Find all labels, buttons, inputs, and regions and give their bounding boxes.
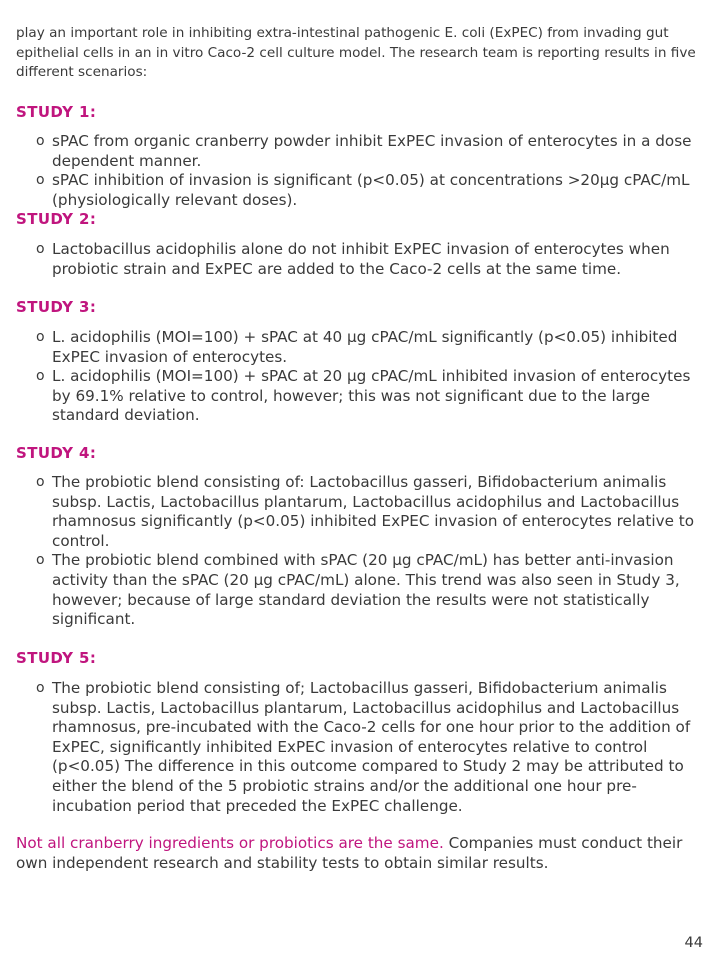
finding-text: Lactobacillus acidophilis alone do not inhibit ExPEC invasion of enterocytes when probiotic strain and ExPEC are added to the Caco-2 cells at the same time. — [52, 240, 670, 278]
list-item — [0, 132, 705, 171]
closing-text: Companies must conduct their own independent research and stability tests to obtain similar results. — [16, 834, 683, 872]
closing-highlight: Not all cranberry ingredients or probiotics are the same. — [16, 834, 444, 852]
study-5-heading: STUDY 5: — [16, 649, 97, 667]
study-4-heading: STUDY 4: — [16, 444, 97, 462]
finding-text: The probiotic blend consisting of; Lactobacillus gasseri, Bifidobacterium animalis subsp. Lactis, Lactobacillus plantarum, Lactobacillus acidophilus and Lactobacillus rhamnosus, pre-incubated with the Caco-2 cells for one hour prior to the addition of ExPEC, significantly inhibited ExPEC invasion of enterocytes relative to control (p<0.05) The difference in this outcome compared to Study 2 may be attributed to either the blend of the 5 probiotic strains and/or the additional one hour pre-incubation period that preceded the ExPEC challenge. — [52, 679, 691, 815]
bullet-marker: o — [36, 474, 45, 490]
finding-text: The probiotic blend combined with sPAC (20 μg cPAC/mL) has better anti-invasion activity than the sPAC (20 μg cPAC/mL) alone. This trend was also seen in Study 3, however; because of large standard deviation the results were not statistically significant. — [52, 551, 680, 629]
study-1-findings — [0, 132, 705, 210]
list-item — [0, 328, 705, 367]
bullet-marker: o — [36, 172, 45, 189]
list-item — [0, 679, 705, 816]
study-3-heading: STUDY 3: — [16, 298, 97, 316]
finding-text: L. acidophilis (MOI=100) + sPAC at 20 μg cPAC/mL inhibited invasion of enterocytes by 69.1% relative to control, however; this was not significant due to the large standard deviation. — [52, 367, 691, 425]
bullet-marker: o — [36, 329, 45, 345]
list-item — [0, 473, 705, 551]
closing-paragraph — [16, 834, 706, 873]
intro-paragraph: play an important role in inhibiting extra-intestinal pathogenic E. coli (ExPEC) from invading gut epithelial cells in an in vitro Caco-2 cell culture model. The research team is reporting results in five different scenarios: — [16, 25, 696, 80]
finding-text: sPAC from organic cranberry powder inhibit ExPEC invasion of enterocytes in a dose dependent manner. — [52, 132, 692, 170]
list-item — [0, 367, 705, 426]
bullet-marker: o — [36, 680, 45, 696]
study-1-heading: STUDY 1: — [16, 103, 97, 121]
list-item — [0, 551, 705, 629]
finding-text: L. acidophilis (MOI=100) + sPAC at 40 μg cPAC/mL significantly (p<0.05) inhibited ExPEC invasion of enterocytes. — [52, 328, 678, 366]
study-3-findings — [0, 328, 705, 426]
finding-text: sPAC inhibition of invasion is significant (p<0.05) at concentrations >20μg cPAC/mL (physiologically relevant doses). — [52, 171, 690, 209]
finding-text: The probiotic blend consisting of: Lactobacillus gasseri, Bifidobacterium animalis subsp. Lactis, Lactobacillus plantarum, Lactobacillus acidophilus and Lactobacillus rhamnosus significantly (p<0.05) inhibited ExPEC invasion of enterocytes relative to control. — [52, 473, 694, 550]
study-4-findings — [0, 473, 705, 630]
bullet-marker: o — [36, 552, 45, 569]
list-item — [0, 240, 705, 279]
list-item — [0, 171, 705, 210]
study-2-findings — [0, 240, 705, 279]
bullet-marker: o — [36, 133, 45, 149]
page-number: 44 — [684, 935, 703, 951]
bullet-marker: o — [36, 368, 45, 385]
bullet-marker: o — [36, 241, 45, 257]
study-5-findings — [0, 679, 705, 816]
study-2-heading: STUDY 2: — [16, 210, 97, 228]
